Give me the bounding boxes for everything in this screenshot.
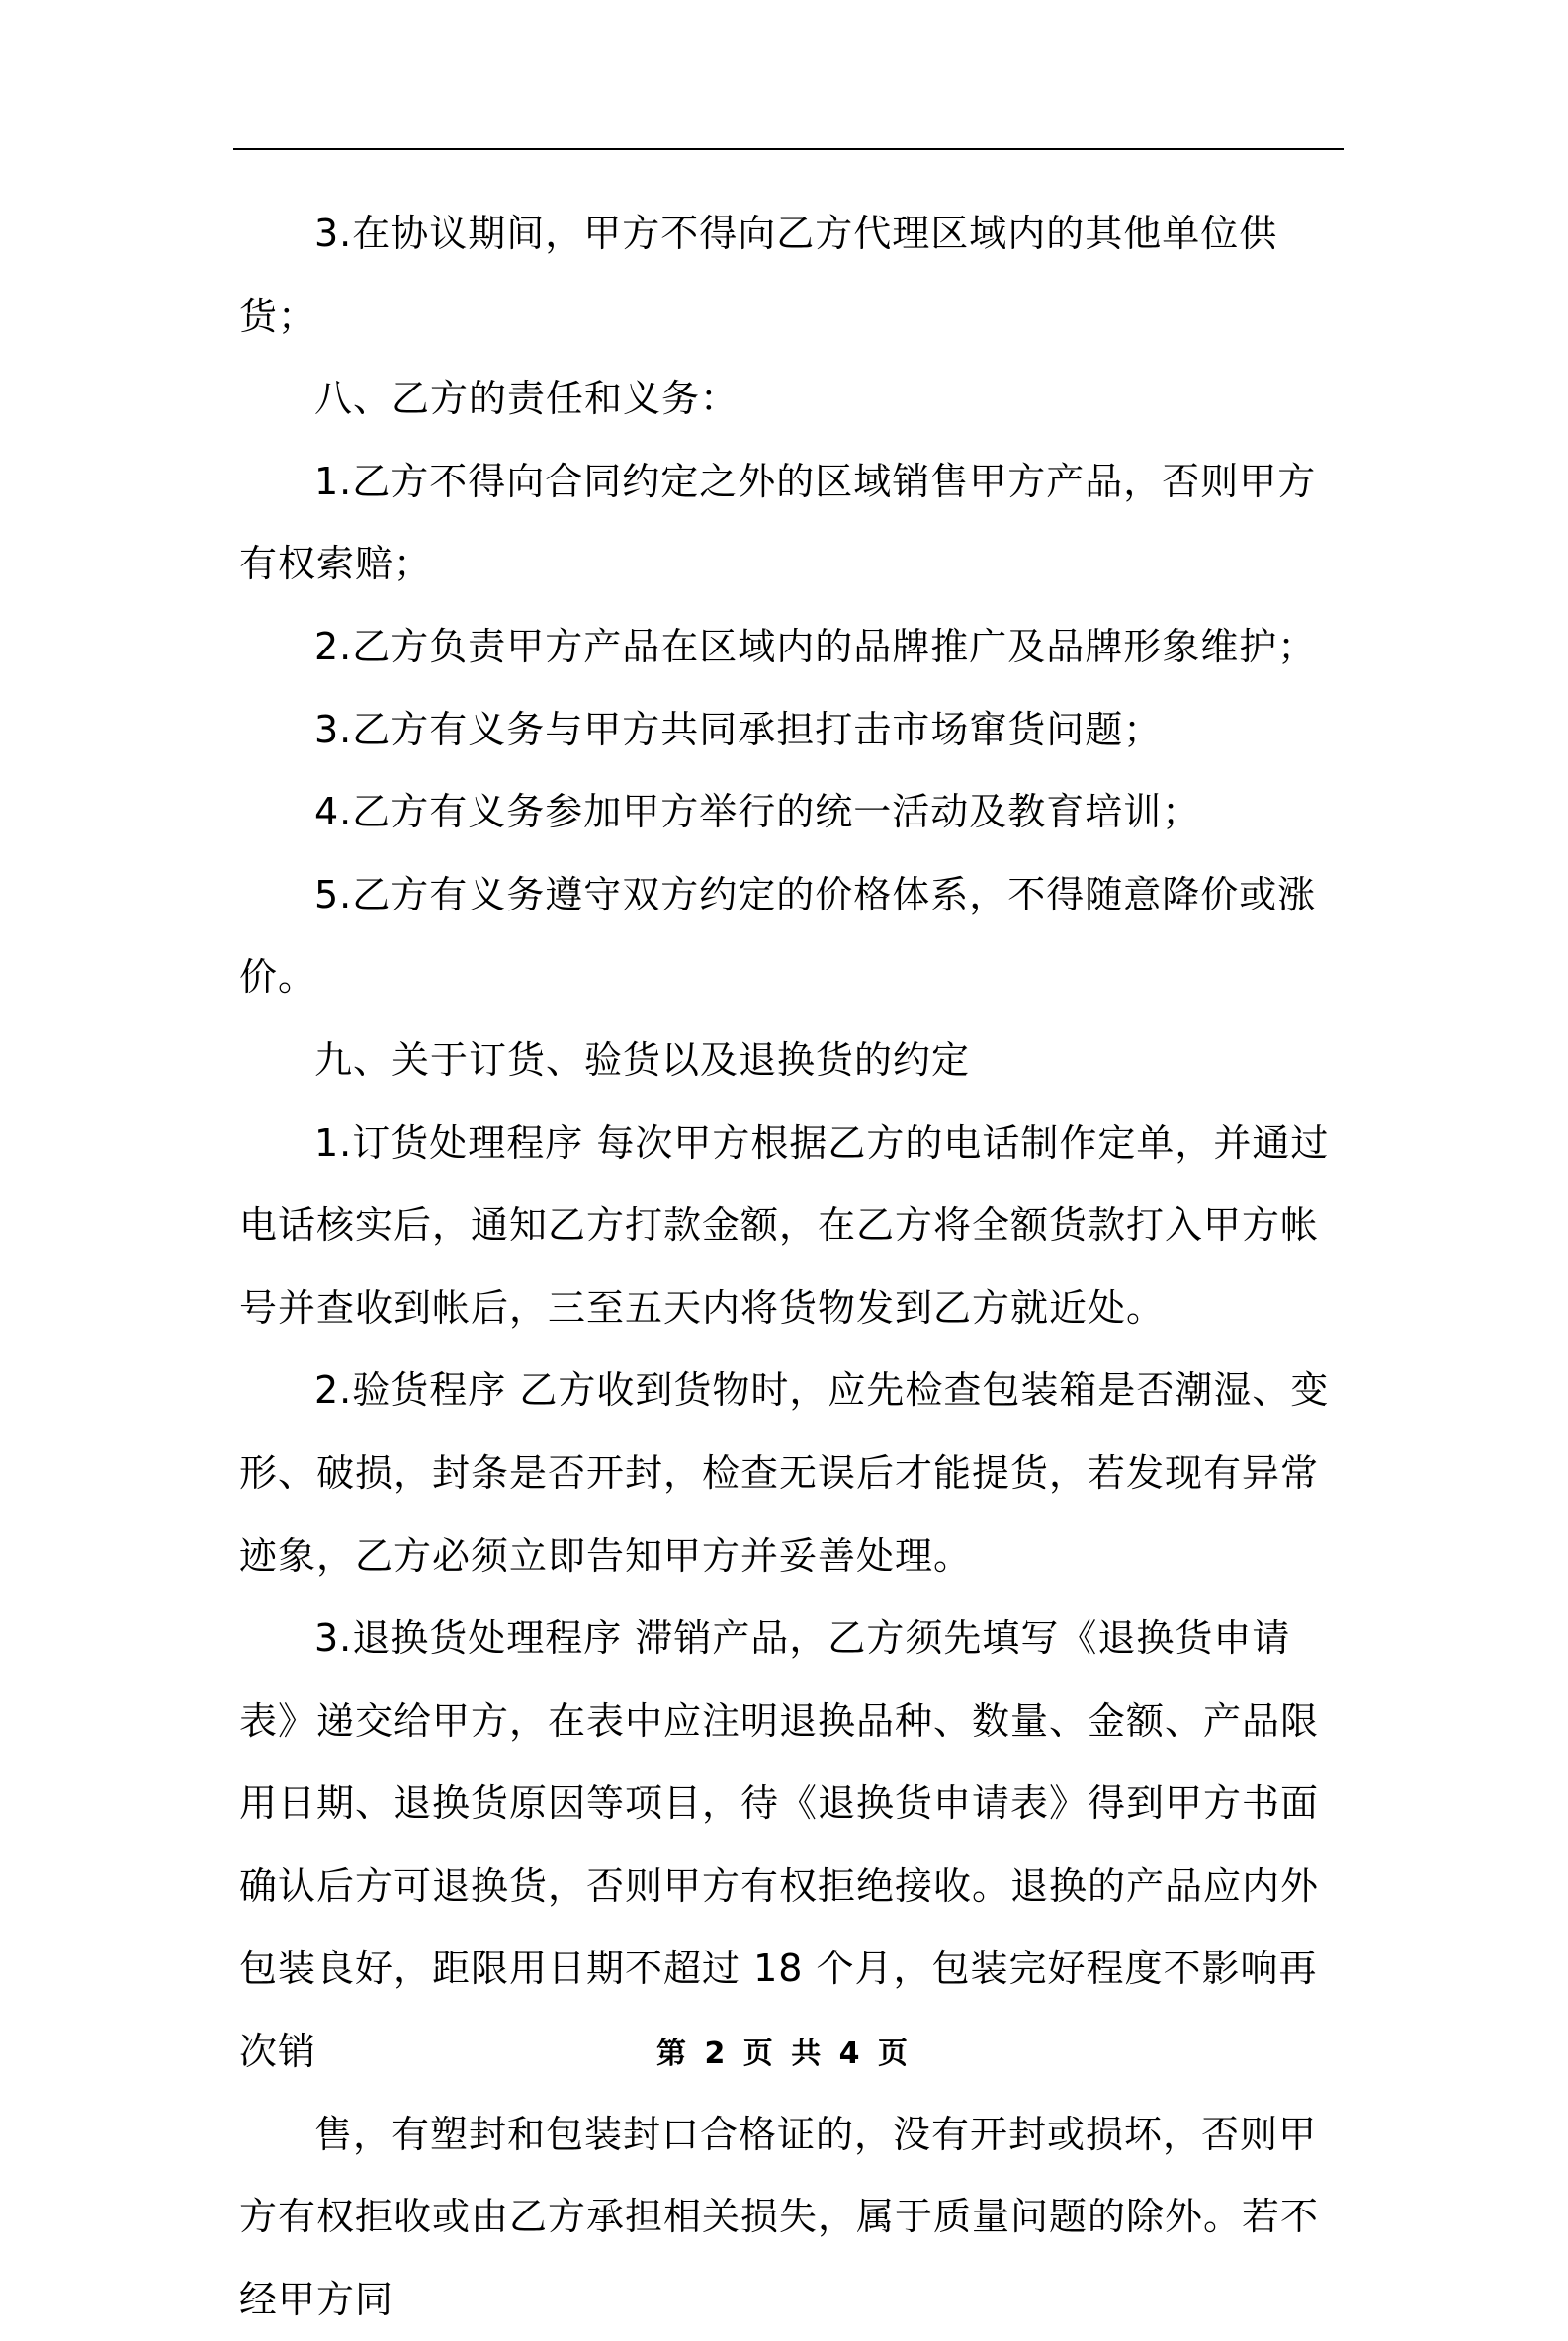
paragraph: 4.乙方有义务参加甲方举行的统一活动及教育培训； [314,790,1201,834]
header-rule [233,148,1344,150]
paragraph: 售，有塑封和包装封口合格证的，没有开封或损坏，否则甲方有权拒收或由乙方承担相关损失，属于质量问题的除外。若不经甲方同 [239,2112,1320,2321]
paragraph: 3.退换货处理程序 滞销产品，乙方须先填写《退换货申请表》递交给甲方，在表中应注明退换品种、数量、金额、产品限用日期、退换货原因等项目，待《退换货申请表》得到甲方书面确认后方可退换货，否则甲方有权拒绝接收。退换的产品应内外包装良好，距限用日期不超过 18 个月，包装完好程度不影响再次销 [239,1616,1320,2074]
section-heading: 八、乙方的责任和义务： [314,377,740,421]
page-number: 第 2 页 共 4 页 [656,2037,912,2071]
paragraph: 1.乙方不得向合同约定之外的区域销售甲方产品，否则甲方有权索赔； [239,459,1317,586]
paragraph: 2.验货程序 乙方收到货物时，应先检查包装箱是否潮湿、变形、破损，封条是否开封，检查无误后才能提货，若发现有异常迹象，乙方必须立即告知甲方并妥善处理。 [239,1368,1330,1578]
paragraph: 5.乙方有义务遵守双方约定的价格体系，不得随意降价或涨价。 [239,872,1317,999]
paragraph: 2.乙方负责甲方产品在区域内的品牌推广及品牌形象维护； [314,624,1317,668]
section-heading: 九、关于订货、验货以及退换货的约定 [314,1037,971,1082]
paragraph: 1.订货处理程序 每次甲方根据乙方的电话制作定单，并通过电话核实后，通知乙方打款金额，在乙方将全额货款打入甲方帐号并查收到帐后，三至五天内将货物发到乙方就近处。 [239,1120,1330,1330]
paragraph: 3.乙方有义务与甲方共同承担打击市场窜货问题； [314,707,1163,751]
paragraph: 3.在协议期间，甲方不得向乙方代理区域内的其他单位供货； [239,212,1278,338]
document-body [239,193,1339,2341]
